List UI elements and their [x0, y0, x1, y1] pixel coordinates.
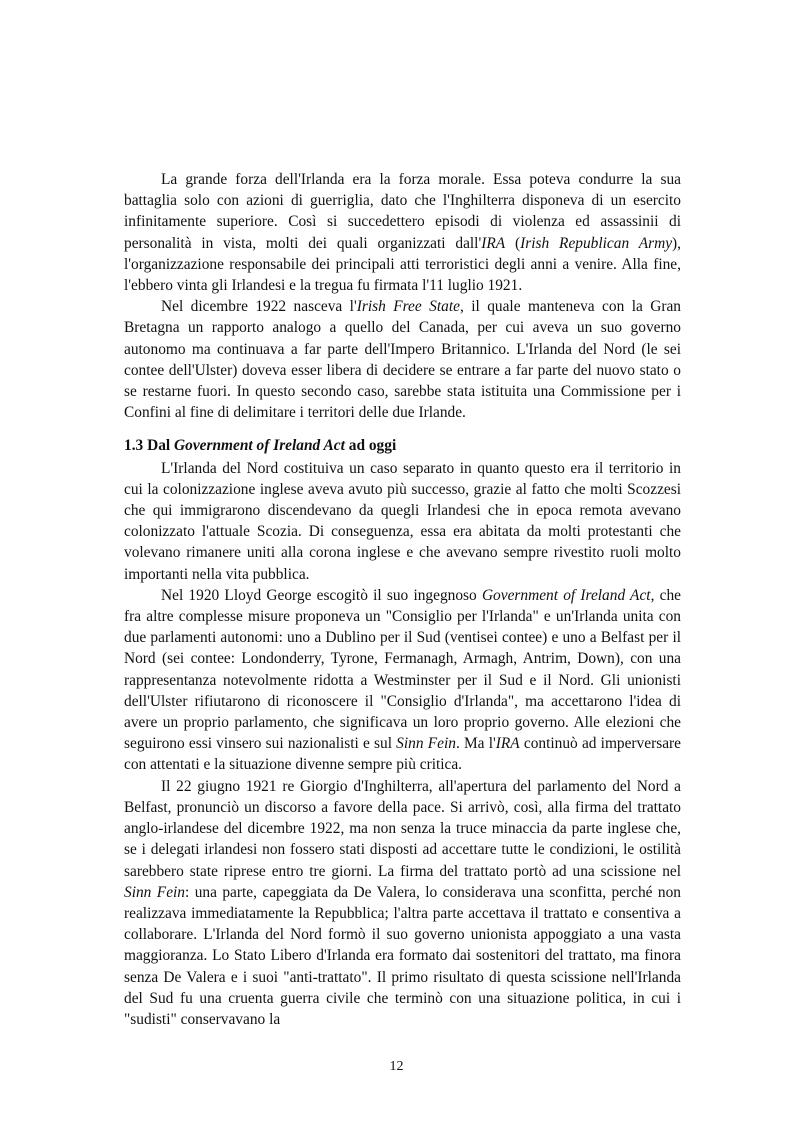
text-span: ( — [505, 234, 521, 252]
text-span: . Ma l' — [455, 735, 496, 753]
section-heading — [124, 435, 681, 456]
italic-span: Government of Ireland Act — [481, 586, 651, 604]
italic-span: Sinn Fein — [396, 735, 456, 753]
paragraph-2 — [124, 296, 681, 423]
italic-span: IRA — [481, 234, 506, 252]
text-span: ), l'organizzazione responsabile dei principali atti terroristici degli anni a venire. Alla fine, l'ebbero vinta gli Irlandesi e la tregua fu firmata l'11 luglio 1921. — [124, 234, 682, 295]
paragraph-3 — [124, 458, 681, 585]
page-body — [124, 169, 681, 1030]
text-span: Il 22 giugno 1921 re Giorgio d'Inghilterra, all'apertura del parlamento del Nord a Belfast, pronunciò un discorso a favore della pace. Si arrivò, così, alla firma del trattato anglo-irlandese del dicembre 1922, ma non senza la truce minaccia da parte inglese che, se i delegati irlandesi non fossero stati disposti ad accettare tutte le condizioni, le ostilità sarebbero state riprese entro tre giorni. La firma del trattato portò ad una scissione nel — [124, 777, 681, 880]
paragraph-4 — [124, 585, 681, 776]
heading-suffix: ad oggi — [344, 437, 397, 455]
text-span: , che fra altre complesse misure proponeva un "Consiglio per l'Irlanda" e un'Irlanda unita con due parlamenti autonomi: uno a Dublino per il Sud (ventisei contee) e uno a Belfast per il Nord (sei contee: Londonderry, Tyrone, Fermanagh, Armagh, Antrim, Down), con una rappresentanza notevolmente ridotta a Westminster per il Sud e il Nord. Gli unionisti dell'Ulster rifiutarono di riconoscere il "Consiglio d'Irlanda", ma accettarono l'idea di avere un proprio parlamento, che significava un loro proprio governo. Alle elezioni che seguirono essi vinsero sui nazionalisti e sul — [124, 586, 681, 753]
text-span: L'Irlanda del Nord costituiva un caso separato in quanto questo era il territorio in cui la colonizzazione inglese aveva avuto più successo, grazie al fatto che molti Scozzesi che qui immigrarono discendevano da quegli Irlandesi che in epoca remota avevano colonizzato l'attuale Scozia. Di conseguenza, essa era abitata da molti protestanti che volevano rimanere uniti alla corona inglese e che avevano sempre rivestito ruoli molto importanti nella vita pubblica. — [124, 459, 681, 583]
paragraph-5 — [124, 776, 681, 1030]
page-number: 12 — [389, 1059, 404, 1074]
heading-prefix: 1.3 Dal — [124, 437, 175, 455]
heading-italic: Government of Ireland Act — [174, 437, 345, 455]
text-span: , il quale manteneva con la Gran Bretagna un rapporto analogo a quello del Canada, per cui aveva un suo governo autonomo ma continuava a far parte dell'Impero Britannico. L'Irlanda del Nord (le sei contee dell'Ulster) doveva esser libera di decidere se entrare a far parte del nuovo stato o se restarne fuori. In questo secondo caso, sarebbe stata istituita una Commissione per i Confini al fine di delimitare i territori delle due Irlande. — [124, 298, 681, 422]
text-span: continuò ad imperversare con attentati e la situazione divenne sempre più critica. — [124, 735, 681, 774]
italic-span: Irish Free State — [356, 298, 460, 316]
italic-span: Irish Republican Army — [520, 234, 673, 252]
italic-span: IRA — [495, 735, 520, 753]
paragraph-1 — [124, 169, 681, 296]
text-span: Nel dicembre 1922 nasceva l' — [161, 298, 357, 316]
italic-span: Sinn Fein — [124, 883, 185, 901]
text-span: La grande forza dell'Irlanda era la forza morale. Essa poteva condurre la sua battaglia solo con azioni di guerriglia, dato che l'Inghilterra disponeva di un esercito infinitamente superiore. Così si succedettero episodi di violenza ed assassinii di personalità in vista, molti dei quali organizzati dall' — [124, 171, 681, 252]
text-span: : una parte, capeggiata da De Valera, lo considerava una sconfitta, perché non realizzava immediatamente la Repubblica; l'altra parte accettava il trattato e consentiva a collaborare. L'Irlanda del Nord formò il suo governo unionista appoggiato a una vasta maggioranza. Lo Stato Libero d'Irlanda era formato dai sostenitori del trattato, ma finora senza De Valera e i suoi "anti-trattato". Il primo risultato di questa scissione nell'Irlanda del Sud fu una cruenta guerra civile che terminò con una situazione politica, in cui i "sudisti" conservavano la — [124, 883, 681, 1028]
text-span: Nel 1920 Lloyd George escogitò il suo ingegnoso — [161, 586, 482, 604]
